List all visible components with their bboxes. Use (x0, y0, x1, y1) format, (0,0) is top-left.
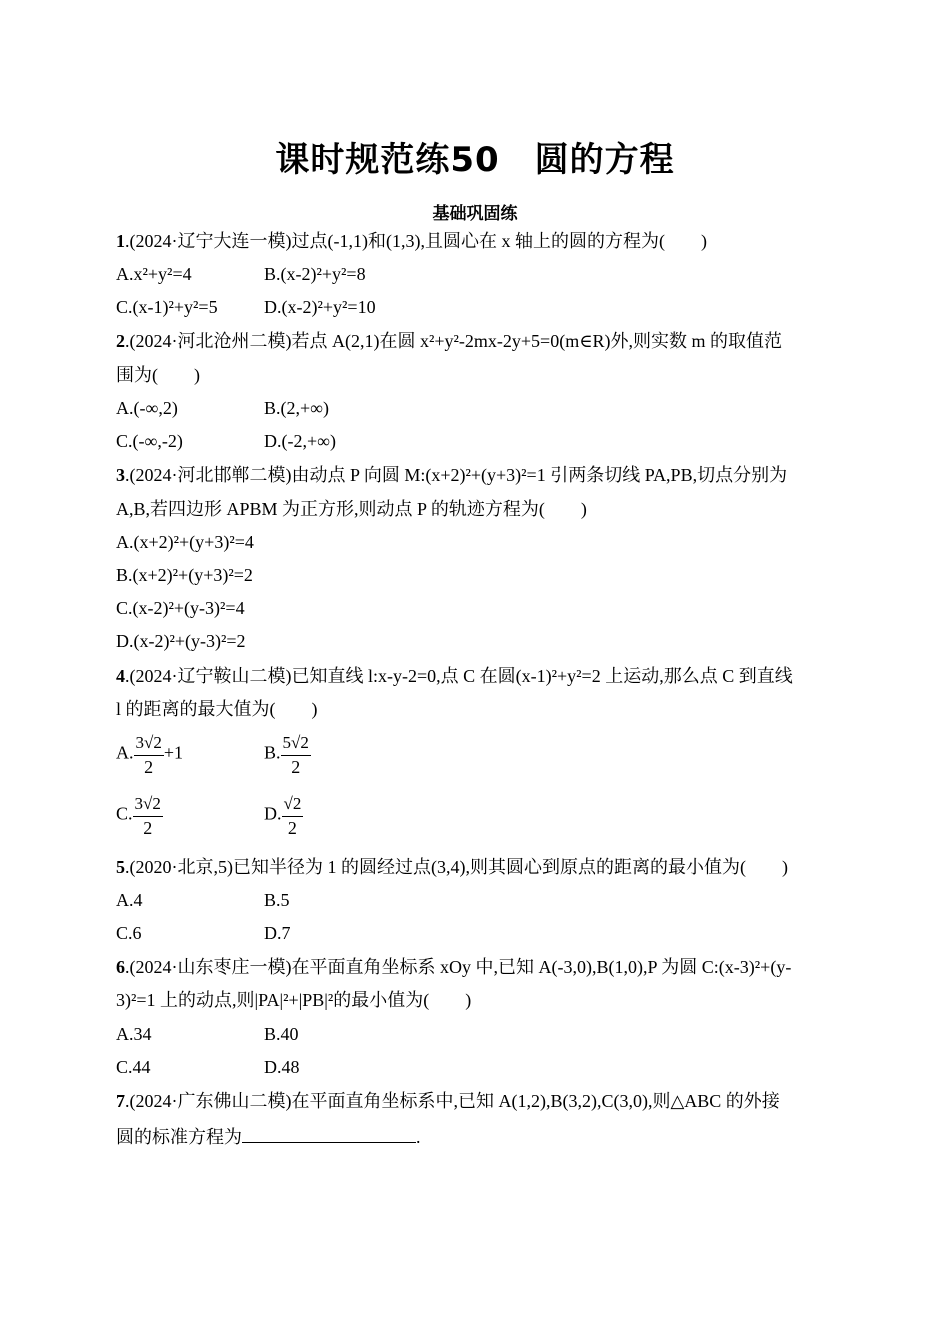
option-label: A. (116, 742, 134, 763)
q1-option-b: B.(x-2)²+y²=8 (264, 264, 366, 284)
q3-option-a: A.(x+2)²+(y+3)²=4 (116, 532, 254, 552)
question-text: .(2020·北京,5)已知半径为 1 的圆经过点(3,4),则其圆心到原点的距离的最小值为( ) (125, 857, 788, 877)
question-text: 圆的标准方程为 (116, 1127, 242, 1147)
question-number: 4 (116, 666, 125, 686)
q3-option-d: D.(x-2)²+(y-3)²=2 (116, 631, 246, 651)
q1-option-d: D.(x-2)²+y²=10 (264, 297, 376, 317)
q4-option-a (116, 731, 183, 778)
question-number: 5 (116, 857, 125, 877)
question-4 (116, 665, 793, 687)
q3-option-c: C.(x-2)²+(y-3)²=4 (116, 598, 245, 618)
q5-option-a: A.4 (116, 890, 143, 910)
q2-option-a: A.(-∞,2) (116, 398, 178, 418)
question-number: 7 (116, 1091, 125, 1111)
numerator: √2 (282, 792, 304, 817)
option-label: C. (116, 803, 133, 824)
option-label: D. (264, 803, 282, 824)
question-4-cont: l 的距离的最大值为( ) (116, 699, 318, 719)
q4-option-c (116, 792, 163, 839)
question-2-cont: 围为( ) (116, 365, 200, 385)
fraction (133, 792, 163, 839)
question-number: 6 (116, 957, 125, 977)
question-text: .(2024·河北邯郸二模)由动点 P 向圆 M:(x+2)²+(y+3)²=1 引两条切线 PA,PB,切点分别为 (125, 465, 788, 485)
question-7 (116, 1090, 780, 1112)
question-1 (116, 230, 707, 252)
q2-option-b: B.(2,+∞) (264, 398, 329, 418)
fraction (281, 731, 311, 778)
numerator: 5√2 (281, 731, 311, 756)
q5-option-d: D.7 (264, 923, 291, 943)
q1-option-c: C.(x-1)²+y²=5 (116, 297, 218, 317)
fraction (134, 731, 164, 778)
question-text: .(2024·河北沧州二模)若点 A(2,1)在圆 x²+y²-2mx-2y+5=0(m∈R)外,则实数 m 的取值范 (125, 331, 783, 351)
q6-option-c: C.44 (116, 1057, 151, 1077)
question-text: .(2024·广东佛山二模)在平面直角坐标系中,已知 A(1,2),B(3,2),C(3,0),则△ABC 的外接 (125, 1091, 780, 1111)
q5-option-b: B.5 (264, 890, 290, 910)
q2-option-c: C.(-∞,-2) (116, 431, 183, 451)
q3-option-b: B.(x+2)²+(y+3)²=2 (116, 565, 253, 585)
q6-option-b: B.40 (264, 1024, 299, 1044)
page-title: 课时规范练50 圆的方程 (275, 140, 675, 180)
q2-option-d: D.(-2,+∞) (264, 431, 336, 451)
option-tail: +1 (163, 742, 183, 763)
denominator: 2 (143, 818, 153, 838)
question-number: 1 (116, 231, 125, 251)
question-3 (116, 464, 787, 486)
question-5 (116, 856, 788, 878)
q1-option-a: A.x²+y²=4 (116, 264, 192, 284)
question-number: 3 (116, 465, 125, 485)
question-6-cont: 3)²=1 上的动点,则|PA|²+|PB|²的最小值为( ) (116, 990, 472, 1010)
period: . (416, 1127, 421, 1147)
numerator: 3√2 (134, 731, 164, 756)
fraction (282, 792, 304, 839)
question-2 (116, 330, 782, 352)
question-number: 2 (116, 331, 125, 351)
q5-option-c: C.6 (116, 923, 142, 943)
question-3-cont: A,B,若四边形 APBM 为正方形,则动点 P 的轨迹方程为( ) (116, 499, 587, 519)
denominator: 2 (287, 818, 297, 838)
q6-option-a: A.34 (116, 1024, 152, 1044)
question-7-cont (116, 1124, 421, 1148)
numerator: 3√2 (133, 792, 163, 817)
answer-blank[interactable] (242, 1124, 416, 1143)
denominator: 2 (144, 757, 154, 777)
q4-option-b (264, 731, 311, 778)
question-text: .(2024·辽宁大连一模)过点(-1,1)和(1,3),且圆心在 x 轴上的圆的方程为( ) (125, 231, 707, 251)
question-text: .(2024·辽宁鞍山二模)已知直线 l:x-y-2=0,点 C 在圆(x-1)²+y²=2 上运动,那么点 C 到直线 (125, 666, 793, 686)
q6-option-d: D.48 (264, 1057, 300, 1077)
option-label: B. (264, 742, 281, 763)
q4-option-d (264, 792, 303, 839)
section-heading: 基础巩固练 (432, 204, 518, 224)
question-6 (116, 956, 791, 978)
denominator: 2 (291, 757, 301, 777)
question-text: .(2024·山东枣庄一模)在平面直角坐标系 xOy 中,已知 A(-3,0),B(1,0),P 为圆 C:(x-3)²+(y- (125, 957, 792, 977)
